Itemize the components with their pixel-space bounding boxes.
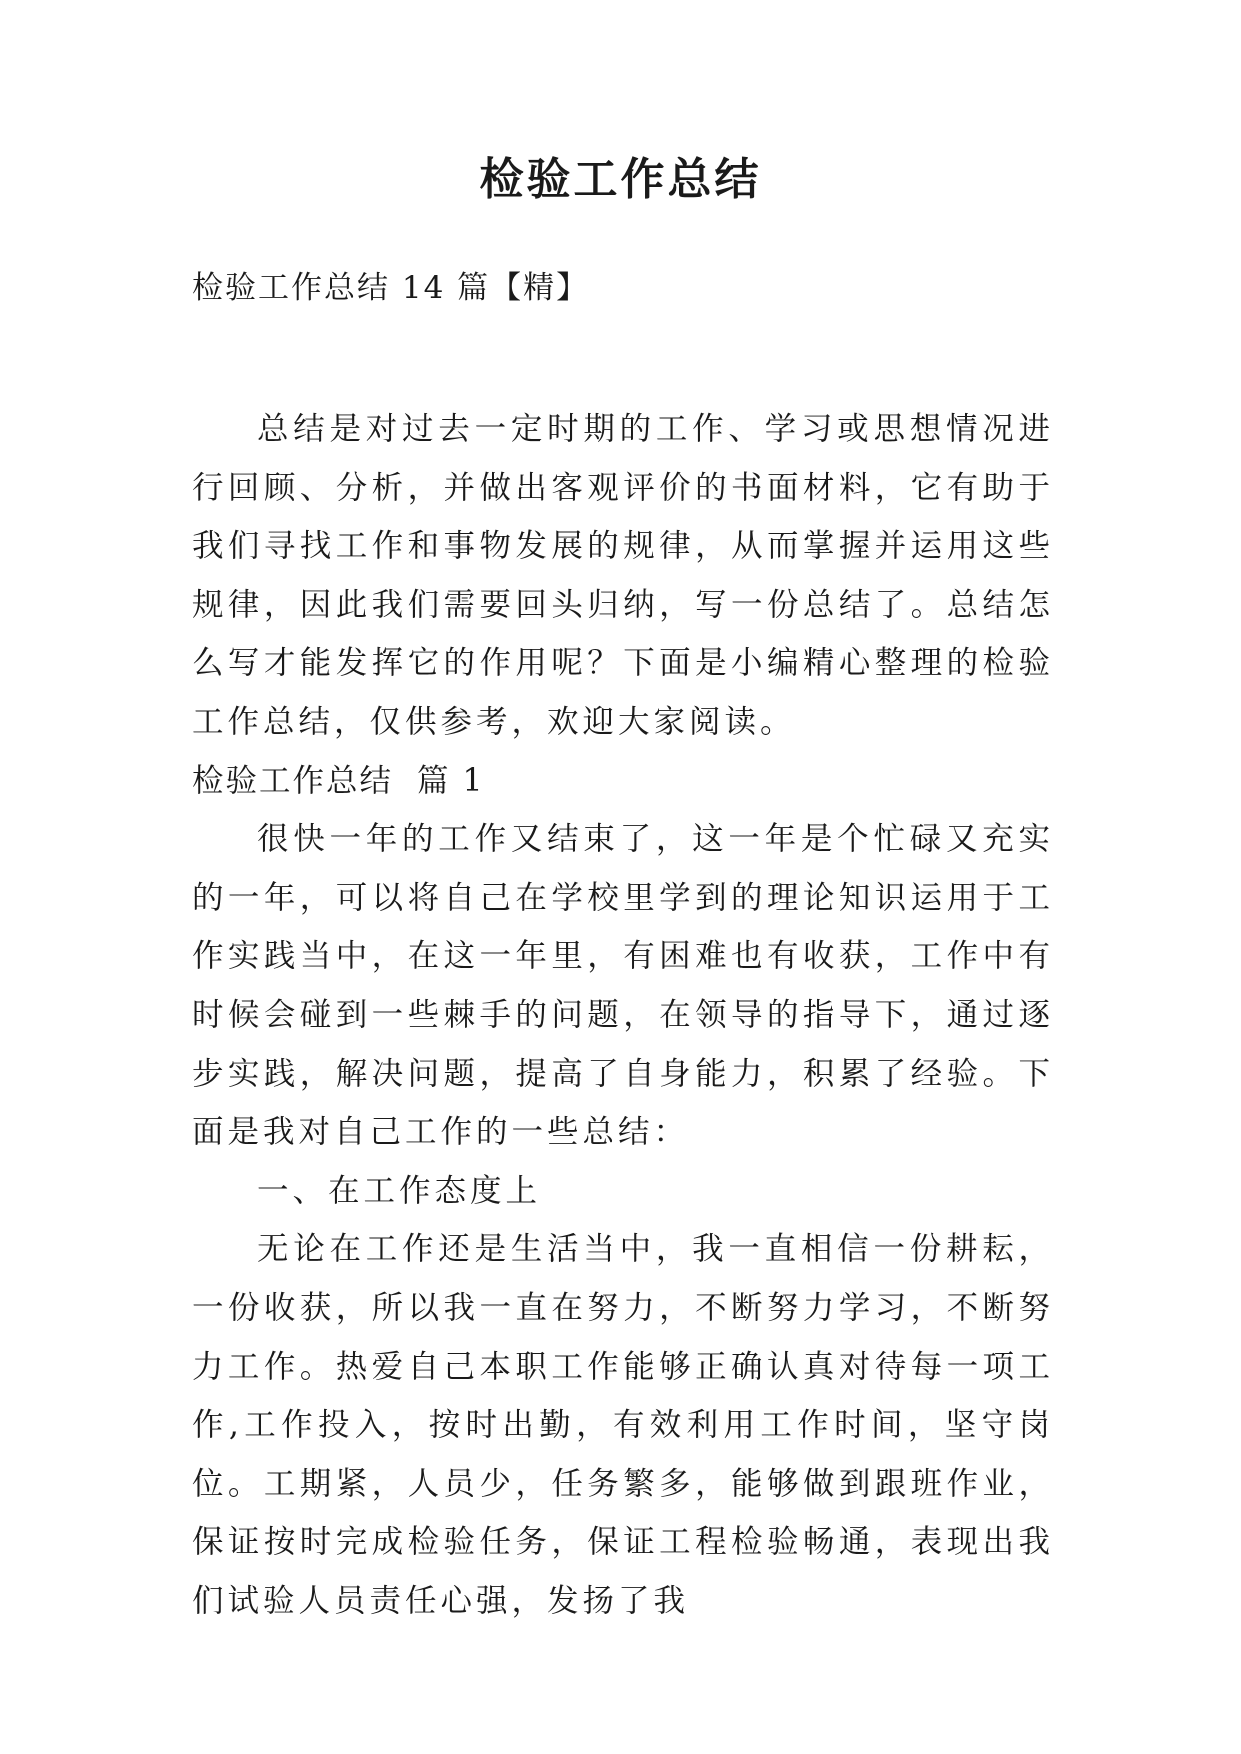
document-body	[192, 400, 1054, 1630]
section-heading: 检验工作总结 篇 1	[192, 762, 485, 799]
document-subtitle: 检验工作总结 14 篇【精】	[192, 270, 590, 306]
section-paragraph: 很快一年的工作又结束了，这一年是个忙碌又充实的一年，可以将自己在学校里学到的理论知识运用于工作实践当中，在这一年里，有困难也有收获，工作中有时候会碰到一些棘手的问题，在领导的指导下，通过逐步实践，解决问题，提高了自身能力，积累了经验。下面是我对自己工作的一些总结：	[192, 821, 1054, 1151]
document-title: 检验工作总结	[479, 154, 762, 205]
intro-paragraph: 总结是对过去一定时期的工作、学习或思想情况进行回顾、分析，并做出客观评价的书面材料，它有助于我们寻找工作和事物发展的规律，从而掌握并运用这些规律，因此我们需要回头归纳，写一份总结了。总结怎么写才能发挥它的作用呢？下面是小编精心整理的检验工作总结，仅供参考，欢迎大家阅读。	[192, 411, 1054, 740]
attitude-subheading: 一、在工作态度上	[257, 1172, 542, 1209]
attitude-paragraph: 无论在工作还是生活当中，我一直相信一份耕耘，一份收获，所以我一直在努力，不断努力学习，不断努力工作。热爱自己本职工作能够正确认真对待每一项工作,工作投入，按时出勤，有效利用工作时间，坚守岗位。工期紧，人员少，任务繁多，能够做到跟班作业，保证按时完成检验任务，保证工程检验畅通，表现出我们试验人员责任心强，发扬了我	[192, 1231, 1054, 1619]
